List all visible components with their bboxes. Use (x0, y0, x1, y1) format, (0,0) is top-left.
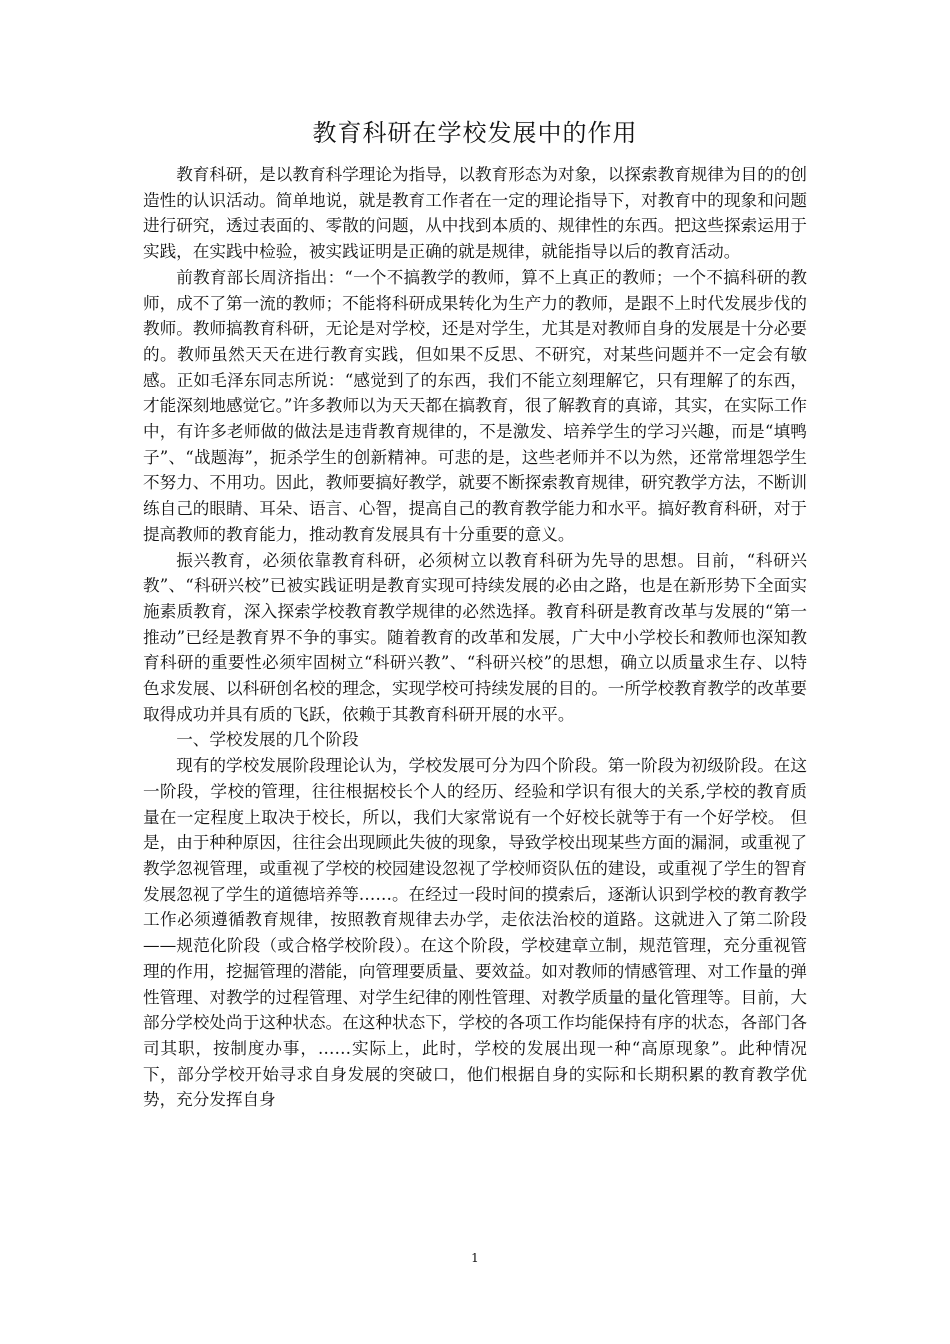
paragraph-definition: 教育科研，是以教育科学理论为指导，以教育形态为对象，以探索教育规律为目的的创造性的认识活动。简单地说，就是教育工作者在一定的理论指导下，对教育中的现象和问题进行研究，透过表面的、零散的问题，从中找到本质的、规律性的东西。把这些探索运用于实践，在实践中检验，被实践证明是正确的就是规律，就能指导以后的教育活动。 (143, 165, 807, 262)
paragraph-quote: 前教育部长周济指出：“一个不搞教学的教师，算不上真正的教师；一个不搞科研的教师，成不了第一流的教师；不能将科研成果转化为生产力的教师，是跟不上时代发展步伐的教师。教师搞教育科研，无论是对学校，还是对学生，尤其是对教师自身的发展是十分必要的。教师虽然天天在进行教育实践，但如果不反思、不研究，对某些问题并不一定会有敏感。正如毛泽东同志所说：“感觉到了的东西，我们不能立刻理解它，只有理解了的东西，才能深刻地感觉它。”许多教师以为天天都在搞教育，很了解教育的真谛，其实，在实际工作中，有许多老师做的做法是违背教育规律的，不是激发、培养学生的学习兴趣，而是“填鸭子”、“战题海”，扼杀学生的创新精神。可悲的是，这些老师并不以为然，还常常埋怨学生不努力、不用功。因此，教师要搞好教学，就要不断探索教育规律，研究教学方法，不断训练自己的眼睛、耳朵、语言、心智，提高自己的教育教学能力和水平。搞好教育科研，对于提高教师的教育能力，推动教育发展具有十分重要的意义。 (143, 267, 807, 544)
section-heading: 一、学校发展的几个阶段 (176, 730, 359, 750)
page-number: 1 (471, 1251, 479, 1265)
document-body (143, 162, 807, 1113)
paragraph-stages: 现有的学校发展阶段理论认为，学校发展可分为四个阶段。第一阶段为初级阶段。在这一阶段，学校的管理，往往根据校长个人的经历、经验和学识有很大的关系,学校的教育质量在一定程度上取决于校长，所以，我们大家常说有一个好校长就等于有一个好学校。 但是，由于种种原因，往往会出现顾此失彼的现象，导致学校出现某些方面的漏洞，或重视了教学忽视管理，或重视了学校的校园建设忽视了学校师资队伍的建设，或重视了学生的智育发展忽视了学生的道德培养等……。在经过一段时间的摸索后，逐渐认识到学校的教育教学工作必须遵循教育规律，按照教育规律去办学，走依法治校的道路。这就进入了第二阶段——规范化阶段（或合格学校阶段）。在这个阶段，学校建章立制，规范管理，充分重视管理的作用，挖掘管理的潜能，向管理要质量、要效益。如对教师的情感管理、对工作量的弹性管理、对教学的过程管理、对学生纪律的刚性管理、对教学质量的量化管理等。目前，大部分学校处尚于这种状态。在这种状态下，学校的各项工作均能保持有序的状态，各部门各司其职，按制度办事，……实际上，此时，学校的发展出现一种“高原现象”。此种情况下，部分学校开始寻求自身发展的突破口，他们根据自身的实际和长期积累的教育教学优势，充分发挥自身 (143, 756, 807, 1110)
paragraph-revitalize: 振兴教育，必须依靠教育科研，必须树立以教育科研为先导的思想。目前，“科研兴教”、“科研兴校”已被实践证明是教育实现可持续发展的必由之路，也是在新形势下全面实施素质教育，深入探索学校教育教学规律的必然选择。教育科研是教育改革与发展的“第一推动”已经是教育界不争的事实。随着教育的改革和发展，广大中小学校长和教师也深知教育科研的重要性必须牢固树立“科研兴教”、“科研兴校”的思想，确立以质量求生存、以特色求发展、以科研创名校的理念，实现学校可持续发展的目的。一所学校教育教学的改革要取得成功并具有质的飞跃，依赖于其教育科研开展的水平。 (143, 550, 807, 724)
document-title: 教育科研在学校发展中的作用 (312, 119, 638, 147)
